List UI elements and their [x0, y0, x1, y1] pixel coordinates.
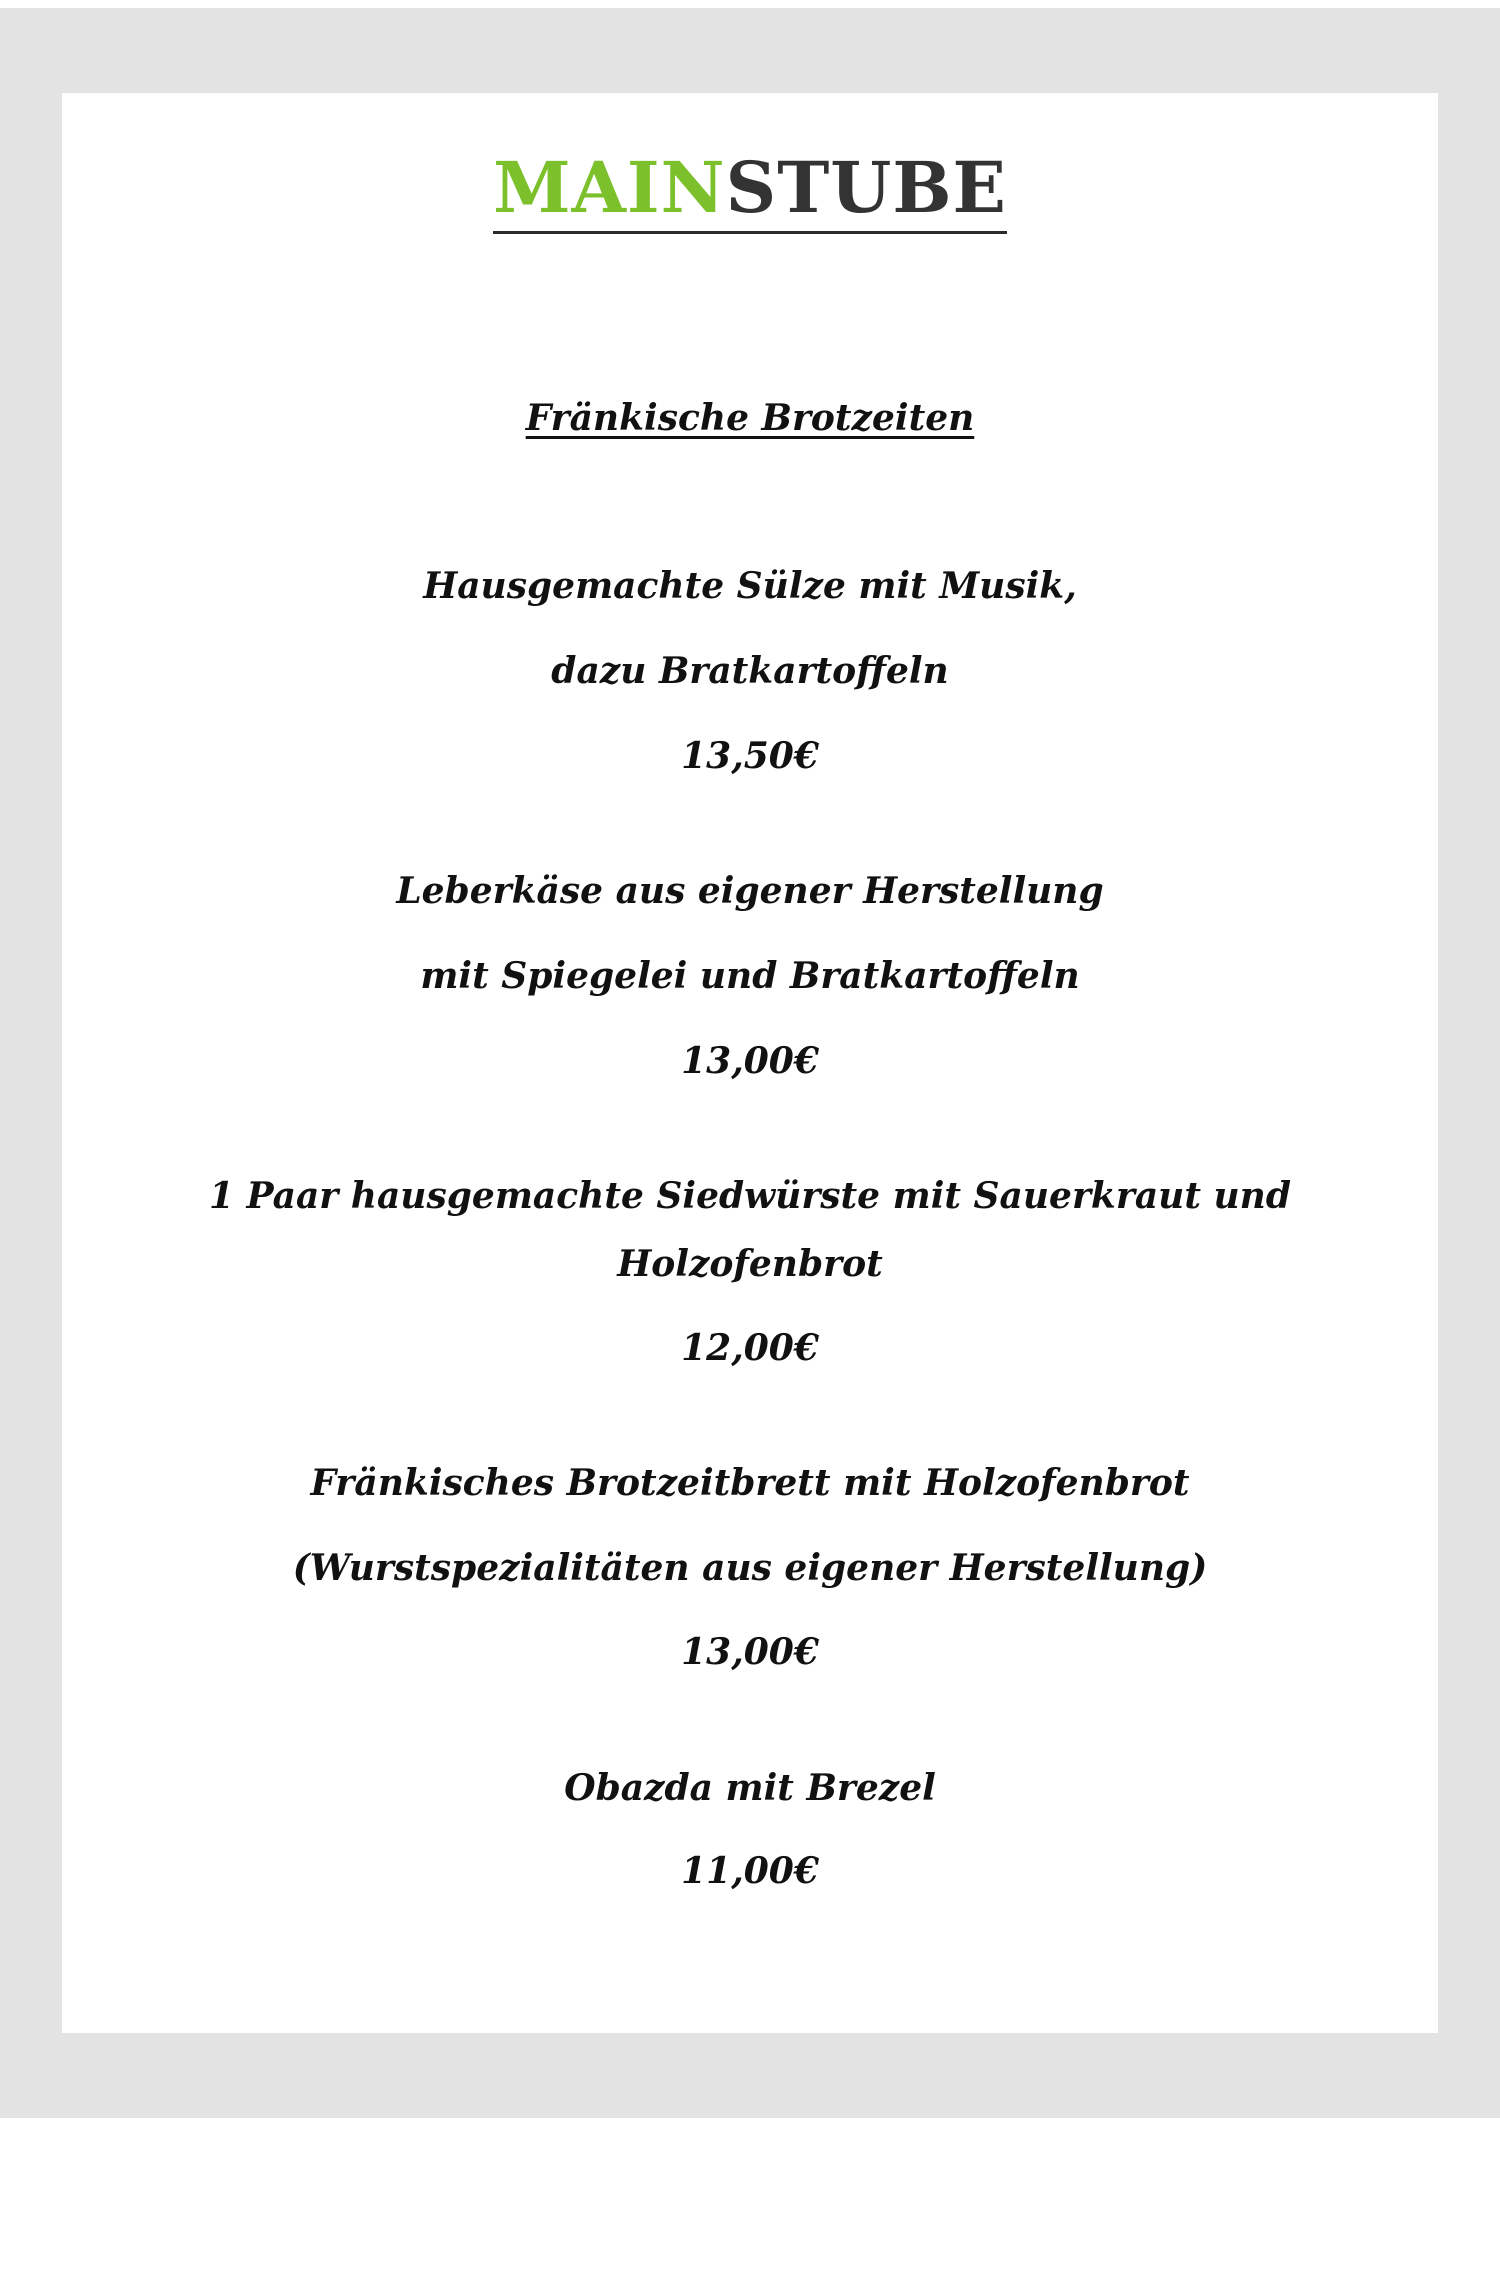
logo-part-stube: STUBE — [725, 146, 1007, 229]
item-3-price: 12,00€ — [681, 1327, 819, 1369]
item-2-name-line2: mit Spiegelei und Bratkartoffeln — [420, 955, 1080, 997]
logo-underline — [493, 231, 1007, 234]
item-5-price: 11,00€ — [681, 1850, 819, 1892]
item-2-name-line1: Leberkäse aus eigener Herstellung — [396, 870, 1104, 912]
item-1-name-line1: Hausgemachte Sülze mit Musik, — [423, 565, 1077, 607]
restaurant-logo — [62, 148, 1438, 234]
logo-wordmark — [493, 148, 1007, 234]
item-4-name-line1: Fränkisches Brotzeitbrett mit Holzofenbrot — [310, 1462, 1190, 1504]
item-4-price: 13,00€ — [681, 1631, 819, 1673]
item-1-name-line2: dazu Bratkartoffeln — [551, 650, 949, 692]
item-2-price: 13,00€ — [681, 1040, 819, 1082]
logo-part-main: MAIN — [493, 146, 726, 229]
item-4-name-line2: (Wurstspezialitäten aus eigener Herstellung) — [292, 1547, 1208, 1589]
item-3-name-line1: 1 Paar hausgemachte Siedwürste mit Sauerkraut und — [208, 1175, 1292, 1217]
item-3-name-line2: Holzofenbrot — [617, 1243, 883, 1285]
item-5-name: Obazda mit Brezel — [564, 1767, 936, 1809]
section-title: Fränkische Brotzeiten — [525, 397, 975, 439]
item-1-price: 13,50€ — [681, 735, 819, 777]
menu-sheet — [62, 93, 1438, 2033]
